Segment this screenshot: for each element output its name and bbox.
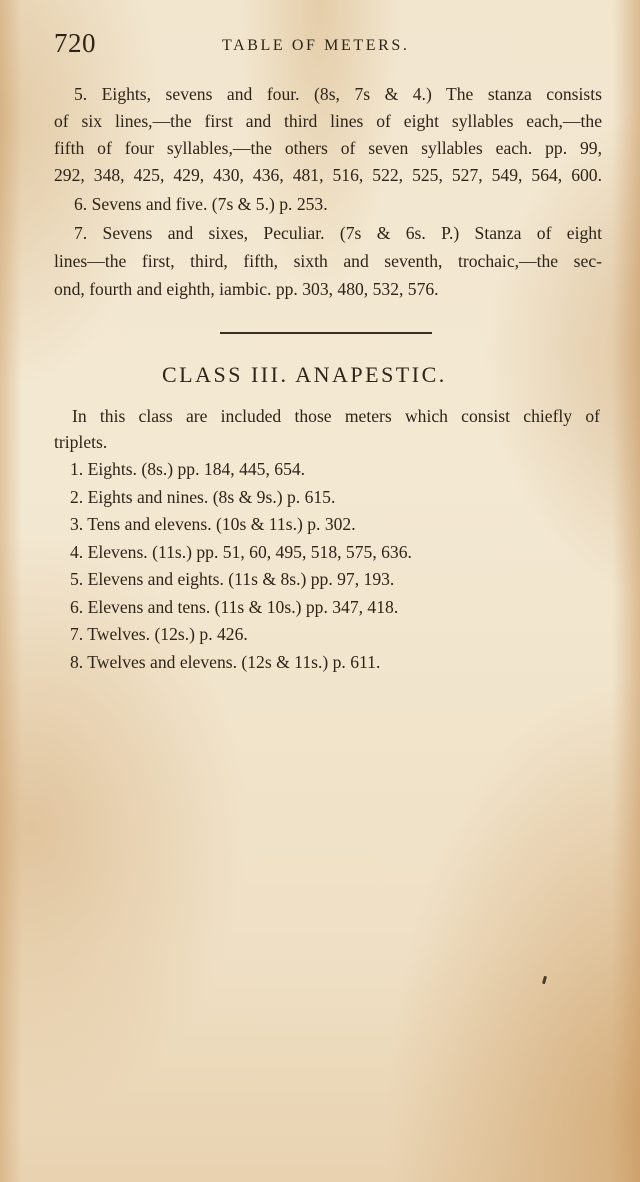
list-item: 5. Elevens and eights. (11s & 8s.) pp. 97, 193. — [70, 569, 395, 589]
item-7-line-1: 7. Sevens and sixes, Peculiar. (7s & 6s. P.) Stanza of eight — [74, 223, 602, 243]
page-header — [54, 28, 604, 68]
running-head: TABLE OF METERS. — [222, 37, 410, 54]
item-6-line-1: 6. Sevens and five. (7s & 5.) p. 253. — [74, 194, 328, 214]
page-number: 720 — [54, 28, 96, 58]
list-item: 6. Elevens and tens. (11s & 10s.) pp. 347, 418. — [70, 597, 399, 617]
item-5-line-4: 292, 348, 425, 429, 430, 436, 481, 516, 522, 525, 527, 549, 564, 600. — [54, 165, 602, 185]
list-item: 7. Twelves. (12s.) p. 426. — [70, 624, 248, 644]
list-item: 2. Eights and nines. (8s & 9s.) p. 615. — [70, 487, 336, 507]
intro-line-1: In this class are included those meters which consist chiefly of — [72, 406, 600, 426]
item-5-line-1: 5. Eights, sevens and four. (8s, 7s & 4.) The stanza consists — [74, 84, 602, 104]
intro-line-2: triplets. — [54, 432, 108, 452]
item-7-line-3: ond, fourth and eighth, iambic. pp. 303, 480, 532, 576. — [54, 279, 439, 299]
list-item: 4. Elevens. (11s.) pp. 51, 60, 495, 518, 575, 636. — [70, 542, 412, 562]
class-heading: CLASS III. ANAPESTIC. — [162, 362, 447, 387]
list-item: 1. Eights. (8s.) pp. 184, 445, 654. — [70, 459, 306, 479]
item-7-line-2: lines—the first, third, fifth, sixth and seventh, trochaic,—the sec- — [54, 251, 602, 271]
list-item: 3. Tens and elevens. (10s & 11s.) p. 302. — [70, 514, 356, 534]
item-5-line-2: of six lines,—the first and third lines of eight syllables each,—the — [54, 111, 602, 131]
ink-spot — [542, 976, 547, 985]
item-5-line-3: fifth of four syllables,—the others of seven syllables each. pp. 99, — [54, 138, 602, 158]
section-divider — [220, 332, 432, 334]
list-item: 8. Twelves and elevens. (12s & 11s.) p. 611. — [70, 652, 381, 672]
